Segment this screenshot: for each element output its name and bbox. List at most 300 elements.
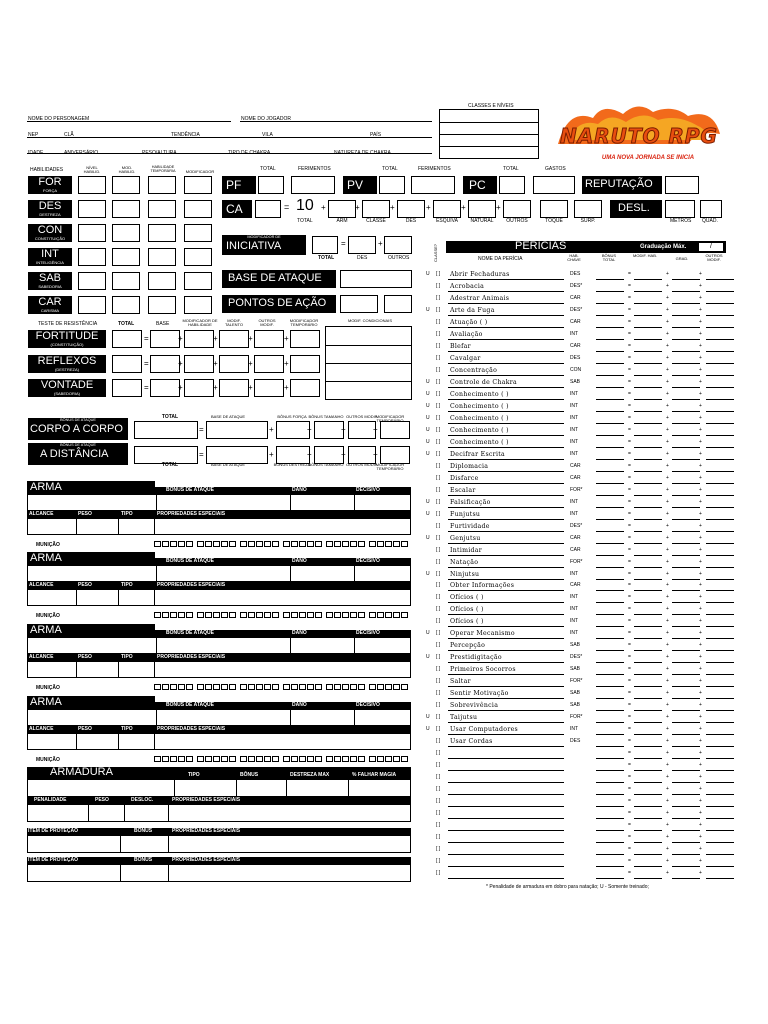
pf-wounds-box[interactable] xyxy=(291,176,335,194)
skill-abilmod-line[interactable] xyxy=(634,770,662,771)
skill-abilmod-line[interactable] xyxy=(634,363,662,364)
skill-other-line[interactable] xyxy=(706,555,734,556)
skill-grad-line[interactable] xyxy=(672,830,700,831)
skill-abilmod-line[interactable] xyxy=(634,698,662,699)
action-points-used-box[interactable] xyxy=(340,295,378,313)
ammo-checkbox[interactable] xyxy=(264,541,271,547)
ammo-checkbox[interactable] xyxy=(369,756,376,762)
skill-row[interactable] xyxy=(426,402,756,412)
skill-abilmod-line[interactable] xyxy=(634,423,662,424)
skill-other-line[interactable] xyxy=(706,435,734,436)
skill-class-checkbox[interactable]: [ ] xyxy=(436,690,441,696)
skill-grad-line[interactable] xyxy=(672,818,700,819)
skill-abilmod-line[interactable] xyxy=(634,614,662,615)
ammo-checkbox[interactable] xyxy=(272,756,279,762)
skill-row[interactable] xyxy=(426,869,756,879)
ammo-checkbox[interactable] xyxy=(178,612,185,618)
skill-abilmod-line[interactable] xyxy=(634,291,662,292)
ammo-checkbox[interactable] xyxy=(256,541,263,547)
skill-row[interactable] xyxy=(426,797,756,807)
save-2-talent-box[interactable] xyxy=(219,379,249,397)
skill-total-line[interactable] xyxy=(596,471,624,472)
skill-grad-line[interactable] xyxy=(672,842,700,843)
skill-grad-line[interactable] xyxy=(672,399,700,400)
skill-grad-line[interactable] xyxy=(672,543,700,544)
ammo-checkbox[interactable] xyxy=(350,756,357,762)
skill-row[interactable] xyxy=(426,713,756,723)
attack-0-ability-box[interactable] xyxy=(276,421,310,439)
skill-row[interactable] xyxy=(426,833,756,843)
skill-abilmod-line[interactable] xyxy=(634,447,662,448)
ammo-checkbox[interactable] xyxy=(213,684,220,690)
ammo-checkbox[interactable] xyxy=(240,684,247,690)
skill-class-checkbox[interactable]: [ ] xyxy=(436,822,441,828)
skill-grad-line[interactable] xyxy=(672,339,700,340)
ammo-checkbox[interactable] xyxy=(178,756,185,762)
ammo-checkbox[interactable] xyxy=(350,612,357,618)
skill-abilmod-line[interactable] xyxy=(634,579,662,580)
skill-row[interactable] xyxy=(426,306,756,316)
ammo-checkbox[interactable] xyxy=(283,684,290,690)
skill-other-line[interactable] xyxy=(706,351,734,352)
ammo-checkbox[interactable] xyxy=(248,756,255,762)
skill-total-line[interactable] xyxy=(596,746,624,747)
save-0-other-box[interactable] xyxy=(254,330,284,348)
skill-row[interactable] xyxy=(426,677,756,687)
skill-other-line[interactable] xyxy=(706,842,734,843)
skill-row[interactable] xyxy=(426,534,756,544)
skill-abilmod-line[interactable] xyxy=(634,626,662,627)
ammo-checkbox[interactable] xyxy=(162,541,169,547)
skill-abilmod-line[interactable] xyxy=(634,555,662,556)
ammo-checkbox[interactable] xyxy=(326,541,333,547)
ammo-checkbox[interactable] xyxy=(197,756,204,762)
skill-class-checkbox[interactable]: [ ] xyxy=(436,810,441,816)
skill-row[interactable] xyxy=(426,737,756,747)
skill-grad-line[interactable] xyxy=(672,351,700,352)
skill-abilmod-line[interactable] xyxy=(634,758,662,759)
ammo-checkbox[interactable] xyxy=(334,756,341,762)
skill-class-checkbox[interactable]: [ ] xyxy=(436,642,441,648)
skill-row[interactable] xyxy=(426,546,756,556)
ammo-checkbox[interactable] xyxy=(385,756,392,762)
skill-other-line[interactable] xyxy=(706,698,734,699)
skill-total-line[interactable] xyxy=(596,758,624,759)
skill-grad-line[interactable] xyxy=(672,315,700,316)
ammo-checkbox[interactable] xyxy=(186,612,193,618)
skill-abilmod-line[interactable] xyxy=(634,746,662,747)
skill-class-checkbox[interactable]: [ ] xyxy=(436,559,441,565)
ammo-checkbox[interactable] xyxy=(283,541,290,547)
ability-for-temp-mod-box[interactable] xyxy=(184,176,212,194)
ammo-tracker-group[interactable] xyxy=(369,684,409,691)
skill-row[interactable] xyxy=(426,761,756,771)
skill-abilmod-line[interactable] xyxy=(634,327,662,328)
save-0-temp-box[interactable] xyxy=(290,330,320,348)
skill-class-checkbox[interactable]: [ ] xyxy=(436,582,441,588)
skill-total-line[interactable] xyxy=(596,567,624,568)
skill-class-checkbox[interactable]: [ ] xyxy=(436,594,441,600)
skill-other-line[interactable] xyxy=(706,411,734,412)
skill-grad-line[interactable] xyxy=(672,794,700,795)
ammo-tracker-group[interactable] xyxy=(240,756,280,763)
skill-class-checkbox[interactable]: [ ] xyxy=(436,499,441,505)
ammo-checkbox[interactable] xyxy=(401,612,408,618)
skill-abilmod-line[interactable] xyxy=(634,375,662,376)
ammo-checkbox[interactable] xyxy=(342,756,349,762)
save-1-total-box[interactable] xyxy=(112,355,142,373)
ability-des-temp-score-box[interactable] xyxy=(148,200,176,218)
skill-total-line[interactable] xyxy=(596,686,624,687)
skill-grad-line[interactable] xyxy=(672,638,700,639)
skill-class-checkbox[interactable]: [ ] xyxy=(436,774,441,780)
skill-grad-line[interactable] xyxy=(672,650,700,651)
skill-class-checkbox[interactable]: [ ] xyxy=(436,367,441,373)
skill-row[interactable] xyxy=(426,270,756,280)
skill-abilmod-line[interactable] xyxy=(634,830,662,831)
ammo-tracker-group[interactable] xyxy=(369,612,409,619)
skill-class-checkbox[interactable]: [ ] xyxy=(436,618,441,624)
ability-des-temp-mod-box[interactable] xyxy=(184,200,212,218)
skill-total-line[interactable] xyxy=(596,519,624,520)
ca-total-box[interactable] xyxy=(255,200,281,218)
skill-other-line[interactable] xyxy=(706,650,734,651)
ability-con-temp-score-box[interactable] xyxy=(148,224,176,242)
skill-total-line[interactable] xyxy=(596,579,624,580)
ammo-checkbox[interactable] xyxy=(229,684,236,690)
ca-natural-box[interactable] xyxy=(468,200,496,218)
skill-total-line[interactable] xyxy=(596,411,624,412)
skill-row[interactable] xyxy=(426,725,756,735)
skill-class-checkbox[interactable]: [ ] xyxy=(436,379,441,385)
attack-0-bab-box[interactable] xyxy=(206,421,268,439)
skill-class-checkbox[interactable]: [ ] xyxy=(436,702,441,708)
skill-grad-line[interactable] xyxy=(672,507,700,508)
skill-grad-line[interactable] xyxy=(672,770,700,771)
ability-car-mod-box[interactable] xyxy=(112,296,140,314)
ammo-checkbox[interactable] xyxy=(162,612,169,618)
skill-class-checkbox[interactable]: [ ] xyxy=(436,439,441,445)
ammo-checkbox[interactable] xyxy=(221,612,228,618)
skill-abilmod-line[interactable] xyxy=(634,602,662,603)
ammo-checkbox[interactable] xyxy=(283,612,290,618)
ammo-checkbox[interactable] xyxy=(315,756,322,762)
save-2-base-box[interactable] xyxy=(150,379,180,397)
skill-abilmod-line[interactable] xyxy=(634,866,662,867)
skill-total-line[interactable] xyxy=(596,291,624,292)
skill-other-line[interactable] xyxy=(706,710,734,711)
ammo-checkbox[interactable] xyxy=(154,684,161,690)
ammo-checkbox[interactable] xyxy=(283,756,290,762)
ability-car-temp-score-box[interactable] xyxy=(148,296,176,314)
skill-abilmod-line[interactable] xyxy=(634,531,662,532)
weapon-top-row[interactable] xyxy=(27,565,411,582)
skill-row[interactable] xyxy=(426,570,756,580)
skill-abilmod-line[interactable] xyxy=(634,734,662,735)
ammo-checkbox[interactable] xyxy=(299,756,306,762)
ammo-checkbox[interactable] xyxy=(264,612,271,618)
skill-abilmod-line[interactable] xyxy=(634,483,662,484)
skill-other-line[interactable] xyxy=(706,722,734,723)
attack-0-size-box[interactable] xyxy=(314,421,344,439)
ammo-checkbox[interactable] xyxy=(213,756,220,762)
ammo-checkbox[interactable] xyxy=(170,756,177,762)
pc-spent-box[interactable] xyxy=(533,176,575,194)
skill-class-checkbox[interactable]: [ ] xyxy=(436,738,441,744)
ammo-tracker-group[interactable] xyxy=(240,684,280,691)
ability-sab-temp-mod-box[interactable] xyxy=(184,272,212,290)
ammo-tracker-group[interactable] xyxy=(154,612,194,619)
ammo-tracker-group[interactable] xyxy=(154,541,194,548)
skill-class-checkbox[interactable]: [ ] xyxy=(436,714,441,720)
skill-class-checkbox[interactable]: [ ] xyxy=(436,858,441,864)
save-0-total-box[interactable] xyxy=(112,330,142,348)
skill-class-checkbox[interactable]: [ ] xyxy=(436,463,441,469)
skill-total-line[interactable] xyxy=(596,806,624,807)
skill-total-line[interactable] xyxy=(596,507,624,508)
ammo-checkbox[interactable] xyxy=(240,541,247,547)
skill-other-line[interactable] xyxy=(706,303,734,304)
skill-grad-line[interactable] xyxy=(672,602,700,603)
ca-dex-box[interactable] xyxy=(397,200,425,218)
skill-abilmod-line[interactable] xyxy=(634,794,662,795)
ammo-checkbox[interactable] xyxy=(326,756,333,762)
skill-grad-line[interactable] xyxy=(672,614,700,615)
skill-total-line[interactable] xyxy=(596,626,624,627)
ammo-checkbox[interactable] xyxy=(240,612,247,618)
ammo-checkbox[interactable] xyxy=(385,684,392,690)
saves-conditional-box[interactable] xyxy=(325,326,412,400)
weapon-bottom-row[interactable] xyxy=(27,661,411,678)
ammo-tracker-group[interactable] xyxy=(283,756,323,763)
skill-class-checkbox[interactable]: [ ] xyxy=(436,654,441,660)
skill-abilmod-line[interactable] xyxy=(634,878,662,879)
ammo-checkbox[interactable] xyxy=(213,541,220,547)
skill-row[interactable] xyxy=(426,414,756,424)
player-name-field[interactable] xyxy=(240,110,432,120)
skill-grad-line[interactable] xyxy=(672,806,700,807)
skill-other-line[interactable] xyxy=(706,830,734,831)
ca-class-box[interactable] xyxy=(362,200,390,218)
ammo-checkbox[interactable] xyxy=(170,541,177,547)
skill-class-checkbox[interactable]: [ ] xyxy=(436,606,441,612)
skill-other-line[interactable] xyxy=(706,746,734,747)
save-1-talent-box[interactable] xyxy=(219,355,249,373)
ammo-checkbox[interactable] xyxy=(358,684,365,690)
skill-row[interactable] xyxy=(426,378,756,388)
ammo-tracker-group[interactable] xyxy=(197,684,237,691)
ability-des-score-box[interactable] xyxy=(78,200,106,218)
ability-for-score-box[interactable] xyxy=(78,176,106,194)
skill-class-checkbox[interactable]: [ ] xyxy=(436,523,441,529)
skill-class-checkbox[interactable]: [ ] xyxy=(436,547,441,553)
skill-abilmod-line[interactable] xyxy=(634,567,662,568)
ammo-tracker-group[interactable] xyxy=(369,541,409,548)
ammo-checkbox[interactable] xyxy=(291,756,298,762)
skill-grad-line[interactable] xyxy=(672,279,700,280)
ammo-checkbox[interactable] xyxy=(256,684,263,690)
skill-grad-line[interactable] xyxy=(672,375,700,376)
skill-total-line[interactable] xyxy=(596,650,624,651)
skill-row[interactable] xyxy=(426,821,756,831)
ammo-checkbox[interactable] xyxy=(307,756,314,762)
ammo-tracker-group[interactable] xyxy=(369,756,409,763)
skill-other-line[interactable] xyxy=(706,878,734,879)
skill-class-checkbox[interactable]: [ ] xyxy=(436,331,441,337)
ammo-checkbox[interactable] xyxy=(299,612,306,618)
attack-0-other-box[interactable] xyxy=(348,421,376,439)
skill-class-checkbox[interactable]: [ ] xyxy=(436,355,441,361)
ammo-checkbox[interactable] xyxy=(291,684,298,690)
save-1-base-box[interactable] xyxy=(150,355,180,373)
ammo-tracker-group[interactable] xyxy=(326,684,366,691)
skill-class-checkbox[interactable]: [ ] xyxy=(436,319,441,325)
skill-row[interactable] xyxy=(426,845,756,855)
ammo-checkbox[interactable] xyxy=(299,541,306,547)
skill-other-line[interactable] xyxy=(706,770,734,771)
skill-other-line[interactable] xyxy=(706,363,734,364)
skill-total-line[interactable] xyxy=(596,854,624,855)
skill-class-checkbox[interactable]: [ ] xyxy=(436,750,441,756)
skill-row[interactable] xyxy=(426,318,756,328)
ammo-checkbox[interactable] xyxy=(385,541,392,547)
skill-total-line[interactable] xyxy=(596,614,624,615)
save-2-other-box[interactable] xyxy=(254,379,284,397)
weapon-top-row[interactable] xyxy=(27,494,411,511)
skill-class-checkbox[interactable]: [ ] xyxy=(436,762,441,768)
ammo-checkbox[interactable] xyxy=(401,756,408,762)
initiative-total-box[interactable] xyxy=(312,236,338,254)
save-2-total-box[interactable] xyxy=(112,379,142,397)
skill-other-line[interactable] xyxy=(706,818,734,819)
ammo-checkbox[interactable] xyxy=(334,684,341,690)
ammo-checkbox[interactable] xyxy=(342,541,349,547)
skill-other-line[interactable] xyxy=(706,782,734,783)
skill-row[interactable] xyxy=(426,665,756,675)
skill-abilmod-line[interactable] xyxy=(634,806,662,807)
skill-total-line[interactable] xyxy=(596,590,624,591)
skill-abilmod-line[interactable] xyxy=(634,435,662,436)
skill-total-line[interactable] xyxy=(596,315,624,316)
skill-abilmod-line[interactable] xyxy=(634,543,662,544)
skill-grad-line[interactable] xyxy=(672,363,700,364)
skill-grad-line[interactable] xyxy=(672,782,700,783)
skill-row[interactable] xyxy=(426,474,756,484)
skill-total-line[interactable] xyxy=(596,327,624,328)
skill-abilmod-line[interactable] xyxy=(634,507,662,508)
skill-grad-line[interactable] xyxy=(672,662,700,663)
skill-abilmod-line[interactable] xyxy=(634,495,662,496)
ammo-checkbox[interactable] xyxy=(240,756,247,762)
skill-other-line[interactable] xyxy=(706,483,734,484)
speed-meters-box[interactable] xyxy=(665,200,695,218)
skill-grad-line[interactable] xyxy=(672,734,700,735)
skill-grad-line[interactable] xyxy=(672,291,700,292)
skill-grad-line[interactable] xyxy=(672,483,700,484)
ammo-checkbox[interactable] xyxy=(315,612,322,618)
skill-grad-line[interactable] xyxy=(672,387,700,388)
ammo-checkbox[interactable] xyxy=(393,684,400,690)
ammo-checkbox[interactable] xyxy=(307,612,314,618)
skill-other-line[interactable] xyxy=(706,854,734,855)
skill-abilmod-line[interactable] xyxy=(634,303,662,304)
skill-abilmod-line[interactable] xyxy=(634,399,662,400)
ammo-checkbox[interactable] xyxy=(369,684,376,690)
skill-abilmod-line[interactable] xyxy=(634,818,662,819)
skill-total-line[interactable] xyxy=(596,447,624,448)
ammo-checkbox[interactable] xyxy=(205,541,212,547)
ammo-checkbox[interactable] xyxy=(342,612,349,618)
pc-total-box[interactable] xyxy=(499,176,525,194)
skill-total-line[interactable] xyxy=(596,794,624,795)
ammo-checkbox[interactable] xyxy=(154,541,161,547)
skill-row[interactable] xyxy=(426,701,756,711)
skill-class-checkbox[interactable]: [ ] xyxy=(436,403,441,409)
ammo-checkbox[interactable] xyxy=(342,684,349,690)
skill-row[interactable] xyxy=(426,809,756,819)
skill-grad-line[interactable] xyxy=(672,555,700,556)
ammo-checkbox[interactable] xyxy=(248,541,255,547)
ammo-checkbox[interactable] xyxy=(256,612,263,618)
armor-bottom-row[interactable] xyxy=(27,804,411,822)
skill-grad-line[interactable] xyxy=(672,590,700,591)
skill-grad-line[interactable] xyxy=(672,710,700,711)
skill-other-line[interactable] xyxy=(706,327,734,328)
skill-total-line[interactable] xyxy=(596,638,624,639)
skill-grad-line[interactable] xyxy=(672,435,700,436)
skill-total-line[interactable] xyxy=(596,662,624,663)
skill-abilmod-line[interactable] xyxy=(634,842,662,843)
skill-other-line[interactable] xyxy=(706,567,734,568)
skills-max-grad-box[interactable]: / xyxy=(698,242,724,252)
ammo-checkbox[interactable] xyxy=(401,684,408,690)
weapon-top-row[interactable] xyxy=(27,709,411,726)
ammo-checkbox[interactable] xyxy=(248,684,255,690)
skill-grad-line[interactable] xyxy=(672,495,700,496)
skill-total-line[interactable] xyxy=(596,818,624,819)
ammo-tracker-group[interactable] xyxy=(326,541,366,548)
ammo-checkbox[interactable] xyxy=(393,541,400,547)
skill-abilmod-line[interactable] xyxy=(634,710,662,711)
skill-total-line[interactable] xyxy=(596,495,624,496)
skill-class-checkbox[interactable]: [ ] xyxy=(436,870,441,876)
initiative-other-box[interactable] xyxy=(384,236,412,254)
skill-class-checkbox[interactable]: [ ] xyxy=(436,475,441,481)
skill-abilmod-line[interactable] xyxy=(634,351,662,352)
ammo-checkbox[interactable] xyxy=(358,612,365,618)
ca-flatfooted-box[interactable] xyxy=(574,200,602,218)
skill-total-line[interactable] xyxy=(596,375,624,376)
skill-other-line[interactable] xyxy=(706,519,734,520)
ammo-tracker-group[interactable] xyxy=(154,756,194,763)
weapon-bottom-row[interactable] xyxy=(27,733,411,750)
skill-grad-line[interactable] xyxy=(672,567,700,568)
ammo-checkbox[interactable] xyxy=(205,684,212,690)
skill-other-line[interactable] xyxy=(706,686,734,687)
skill-class-checkbox[interactable]: [ ] xyxy=(436,571,441,577)
ca-touch-box[interactable] xyxy=(540,200,568,218)
save-1-other-box[interactable] xyxy=(254,355,284,373)
ammo-tracker-group[interactable] xyxy=(326,756,366,763)
ammo-checkbox[interactable] xyxy=(315,541,322,547)
skill-abilmod-line[interactable] xyxy=(634,519,662,520)
skill-row[interactable] xyxy=(426,462,756,472)
skill-total-line[interactable] xyxy=(596,866,624,867)
ammo-checkbox[interactable] xyxy=(326,612,333,618)
pf-total-box[interactable] xyxy=(258,176,284,194)
skill-row[interactable] xyxy=(426,689,756,699)
ability-con-temp-mod-box[interactable] xyxy=(184,224,212,242)
